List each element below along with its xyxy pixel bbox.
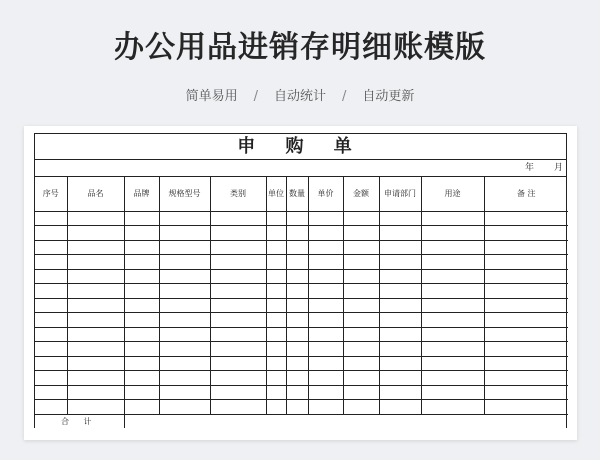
- table-cell[interactable]: [308, 298, 343, 313]
- table-cell[interactable]: [35, 385, 67, 400]
- date-row: [35, 160, 566, 177]
- table-cell[interactable]: [35, 371, 67, 386]
- table-cell[interactable]: [124, 356, 159, 371]
- table-cell[interactable]: [124, 211, 159, 226]
- table-cell[interactable]: [210, 269, 266, 284]
- table-cell[interactable]: [35, 298, 67, 313]
- table-row: [35, 240, 568, 255]
- table-row: [35, 385, 568, 400]
- table-cell[interactable]: [484, 255, 568, 270]
- table-cell[interactable]: [159, 371, 210, 386]
- table-cell[interactable]: [379, 313, 421, 328]
- table-cell[interactable]: [35, 284, 67, 299]
- table-cell[interactable]: [159, 240, 210, 255]
- col-header-brand: 品牌: [124, 177, 159, 211]
- table-cell[interactable]: [343, 342, 379, 357]
- table-cell[interactable]: [421, 327, 484, 342]
- table-cell[interactable]: [67, 371, 124, 386]
- table-cell[interactable]: [35, 255, 67, 270]
- table-cell[interactable]: [343, 269, 379, 284]
- table-cell[interactable]: [159, 342, 210, 357]
- table-cell[interactable]: [124, 226, 159, 241]
- table-cell[interactable]: [308, 342, 343, 357]
- table-cell[interactable]: [286, 371, 308, 386]
- table-cell[interactable]: [159, 313, 210, 328]
- table-cell[interactable]: [266, 211, 286, 226]
- table-cell[interactable]: [210, 298, 266, 313]
- year-label: 年: [525, 163, 535, 173]
- col-header-quantity: 数量: [286, 177, 308, 211]
- month-label: 月: [554, 163, 564, 173]
- table-cell[interactable]: [266, 356, 286, 371]
- total-row: [35, 414, 568, 428]
- tag-separator: /: [342, 89, 347, 104]
- table-row: [35, 226, 568, 241]
- table-cell[interactable]: [379, 327, 421, 342]
- table-cell[interactable]: [286, 313, 308, 328]
- table-cell[interactable]: [421, 255, 484, 270]
- table-cell[interactable]: [159, 211, 210, 226]
- col-header-purpose: 用途: [421, 177, 484, 211]
- tag-auto-update: 自动更新: [362, 89, 415, 104]
- table-cell[interactable]: [67, 298, 124, 313]
- table-cell[interactable]: [35, 226, 67, 241]
- col-header-index: 序号: [35, 177, 67, 211]
- table-cell[interactable]: [210, 313, 266, 328]
- table-cell[interactable]: [308, 240, 343, 255]
- table-cell[interactable]: [343, 371, 379, 386]
- table-cell[interactable]: [210, 226, 266, 241]
- table-cell[interactable]: [210, 400, 266, 415]
- table-row: [35, 400, 568, 415]
- table-cell[interactable]: [266, 371, 286, 386]
- table-cell[interactable]: [484, 356, 568, 371]
- table-cell[interactable]: [484, 284, 568, 299]
- purchase-table: [35, 177, 568, 428]
- table-cell[interactable]: [421, 385, 484, 400]
- col-header-item-name: 品名: [67, 177, 124, 211]
- table-cell[interactable]: [266, 298, 286, 313]
- table-cell[interactable]: [421, 356, 484, 371]
- table-cell[interactable]: [343, 313, 379, 328]
- table-cell[interactable]: [343, 298, 379, 313]
- table-cell[interactable]: [484, 298, 568, 313]
- table-cell[interactable]: [421, 240, 484, 255]
- table-cell[interactable]: [159, 226, 210, 241]
- table-cell[interactable]: [266, 313, 286, 328]
- tag-easy: 简单易用: [185, 89, 238, 104]
- table-cell[interactable]: [343, 240, 379, 255]
- table-cell[interactable]: [286, 342, 308, 357]
- spreadsheet-preview: [24, 126, 577, 440]
- table-row: [35, 269, 568, 284]
- col-header-unit: 单位: [266, 177, 286, 211]
- table-row: [35, 327, 568, 342]
- table-cell[interactable]: [210, 284, 266, 299]
- table-cell[interactable]: [484, 226, 568, 241]
- tag-auto-stats: 自动统计: [273, 89, 326, 104]
- table-cell[interactable]: [421, 211, 484, 226]
- table-row: [35, 342, 568, 357]
- table-cell[interactable]: [210, 385, 266, 400]
- table-cell[interactable]: [286, 327, 308, 342]
- table-cell[interactable]: [210, 342, 266, 357]
- table-cell[interactable]: [308, 385, 343, 400]
- table-cell[interactable]: [379, 400, 421, 415]
- table-cell[interactable]: [67, 356, 124, 371]
- table-cell[interactable]: [124, 284, 159, 299]
- table-cell[interactable]: [343, 327, 379, 342]
- table-cell[interactable]: [124, 400, 159, 415]
- table-cell[interactable]: [159, 356, 210, 371]
- table-cell[interactable]: [484, 269, 568, 284]
- table-cell[interactable]: [210, 240, 266, 255]
- table-cell[interactable]: [379, 371, 421, 386]
- table-cell[interactable]: [210, 211, 266, 226]
- table-row: [35, 255, 568, 270]
- table-cell[interactable]: [35, 313, 67, 328]
- table-row: [35, 284, 568, 299]
- table-cell[interactable]: [379, 226, 421, 241]
- table-cell[interactable]: [266, 284, 286, 299]
- table-cell[interactable]: [67, 385, 124, 400]
- table-cell[interactable]: [421, 284, 484, 299]
- table-cell[interactable]: [286, 211, 308, 226]
- table-cell[interactable]: [266, 226, 286, 241]
- purchase-request-form: [34, 133, 567, 428]
- table-cell[interactable]: [67, 400, 124, 415]
- table-cell[interactable]: [286, 240, 308, 255]
- col-header-remarks: 备 注: [484, 177, 568, 211]
- table-cell[interactable]: [379, 385, 421, 400]
- table-cell[interactable]: [67, 211, 124, 226]
- table-cell[interactable]: [35, 211, 67, 226]
- table-cell[interactable]: [421, 400, 484, 415]
- table-cell[interactable]: [308, 226, 343, 241]
- table-cell[interactable]: [159, 385, 210, 400]
- table-cell[interactable]: [308, 255, 343, 270]
- table-cell[interactable]: [124, 255, 159, 270]
- table-cell[interactable]: [67, 284, 124, 299]
- table-cell[interactable]: [124, 240, 159, 255]
- table-cell[interactable]: [343, 211, 379, 226]
- table-cell[interactable]: [286, 284, 308, 299]
- table-cell[interactable]: [421, 371, 484, 386]
- table-cell[interactable]: [124, 313, 159, 328]
- page-title: 办公用品进销存明细账模版: [114, 30, 486, 65]
- table-cell[interactable]: [308, 211, 343, 226]
- table-cell[interactable]: [421, 226, 484, 241]
- table-cell[interactable]: [35, 400, 67, 415]
- table-cell[interactable]: [35, 269, 67, 284]
- table-cell[interactable]: [286, 385, 308, 400]
- table-cell[interactable]: [484, 240, 568, 255]
- col-header-unit-price: 单价: [308, 177, 343, 211]
- table-cell[interactable]: [67, 269, 124, 284]
- table-cell[interactable]: [67, 226, 124, 241]
- table-cell[interactable]: [379, 342, 421, 357]
- total-label: 合 计: [35, 414, 124, 428]
- table-cell[interactable]: [266, 269, 286, 284]
- form-title: 申 购 单: [35, 134, 566, 160]
- table-cell[interactable]: [286, 400, 308, 415]
- table-cell[interactable]: [210, 255, 266, 270]
- table-cell[interactable]: [159, 327, 210, 342]
- table-cell[interactable]: [67, 327, 124, 342]
- table-cell[interactable]: [343, 385, 379, 400]
- table-cell[interactable]: [159, 255, 210, 270]
- col-header-spec: 规格型号: [159, 177, 210, 211]
- table-cell[interactable]: [421, 298, 484, 313]
- header-row: [35, 177, 568, 211]
- table-cell[interactable]: [484, 327, 568, 342]
- table-cell[interactable]: [286, 269, 308, 284]
- tag-separator: /: [253, 89, 258, 104]
- table-cell[interactable]: [124, 298, 159, 313]
- table-row: [35, 313, 568, 328]
- table-cell[interactable]: [35, 240, 67, 255]
- table-cell[interactable]: [308, 313, 343, 328]
- table-cell[interactable]: [266, 327, 286, 342]
- table-cell[interactable]: [379, 240, 421, 255]
- table-cell[interactable]: [286, 298, 308, 313]
- table-cell[interactable]: [124, 342, 159, 357]
- table-cell[interactable]: [308, 269, 343, 284]
- table-cell[interactable]: [159, 400, 210, 415]
- table-cell[interactable]: [379, 255, 421, 270]
- table-cell[interactable]: [308, 400, 343, 415]
- table-row: [35, 211, 568, 226]
- table-cell[interactable]: [210, 327, 266, 342]
- table-cell[interactable]: [124, 327, 159, 342]
- table-cell[interactable]: [124, 371, 159, 386]
- table-cell[interactable]: [484, 211, 568, 226]
- table-cell[interactable]: [266, 400, 286, 415]
- table-cell[interactable]: [210, 356, 266, 371]
- table-cell[interactable]: [266, 342, 286, 357]
- table-cell[interactable]: [266, 385, 286, 400]
- table-cell[interactable]: [421, 342, 484, 357]
- table-cell[interactable]: [266, 240, 286, 255]
- table-cell[interactable]: [35, 327, 67, 342]
- table-cell[interactable]: [159, 298, 210, 313]
- table-cell[interactable]: [484, 385, 568, 400]
- table-cell[interactable]: [379, 211, 421, 226]
- col-header-amount: 金额: [343, 177, 379, 211]
- col-header-department: 申请部门: [379, 177, 421, 211]
- table-cell[interactable]: [67, 313, 124, 328]
- table-row: [35, 371, 568, 386]
- table-cell[interactable]: [35, 342, 67, 357]
- table-cell[interactable]: [308, 371, 343, 386]
- table-cell[interactable]: [421, 313, 484, 328]
- feature-tags: [0, 85, 600, 104]
- table-cell[interactable]: [286, 226, 308, 241]
- table-row: [35, 298, 568, 313]
- table-cell[interactable]: [159, 269, 210, 284]
- table-cell[interactable]: [308, 284, 343, 299]
- table-cell[interactable]: [67, 255, 124, 270]
- table-cell[interactable]: [343, 356, 379, 371]
- table-cell[interactable]: [286, 255, 308, 270]
- table-cell[interactable]: [67, 342, 124, 357]
- table-cell[interactable]: [379, 284, 421, 299]
- table-cell[interactable]: [484, 313, 568, 328]
- table-cell[interactable]: [67, 240, 124, 255]
- table-cell[interactable]: [343, 400, 379, 415]
- table-cell[interactable]: [286, 356, 308, 371]
- table-cell[interactable]: [308, 356, 343, 371]
- col-header-category: 类别: [210, 177, 266, 211]
- table-cell[interactable]: [266, 255, 286, 270]
- table-cell[interactable]: [159, 284, 210, 299]
- table-cell[interactable]: [379, 298, 421, 313]
- table-cell[interactable]: [379, 356, 421, 371]
- table-cell[interactable]: [343, 226, 379, 241]
- table-cell[interactable]: [308, 327, 343, 342]
- table-cell[interactable]: [484, 342, 568, 357]
- table-cell[interactable]: [343, 255, 379, 270]
- table-cell[interactable]: [124, 269, 159, 284]
- table-cell[interactable]: [210, 371, 266, 386]
- table-cell[interactable]: [343, 284, 379, 299]
- table-cell[interactable]: [35, 356, 67, 371]
- table-cell[interactable]: [421, 269, 484, 284]
- table-row: [35, 356, 568, 371]
- table-cell[interactable]: [484, 371, 568, 386]
- table-cell[interactable]: [124, 385, 159, 400]
- table-cell[interactable]: [379, 269, 421, 284]
- table-cell[interactable]: [484, 400, 568, 415]
- total-value-cell[interactable]: [124, 414, 568, 428]
